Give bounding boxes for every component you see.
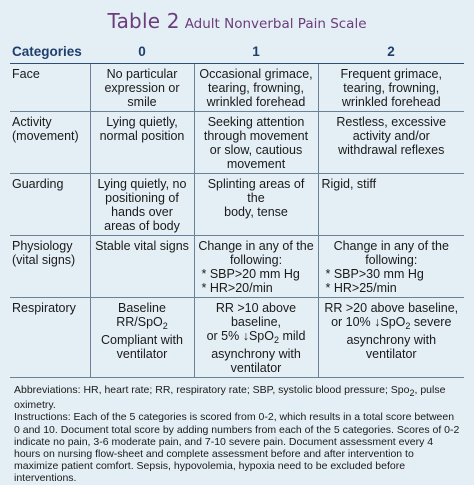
- row-physiology: [10, 236, 464, 298]
- note-text: Abbreviations: HR, heart rate; RR, respiratory rate; SBP, systolic blood pressure; Spo: [14, 384, 410, 396]
- cell-line: following:: [229, 253, 283, 267]
- cell-line: Lying quietly, no: [97, 177, 187, 191]
- cell-line: asynchrony with: [211, 347, 301, 361]
- cell-line: Rigid, stiff: [321, 177, 377, 191]
- cell-line: No particular: [106, 67, 178, 81]
- cell-line: or slow, cautious: [209, 143, 303, 157]
- category-label: Face: [12, 67, 40, 81]
- cell-text: severe: [410, 315, 452, 329]
- cell-line: Stable vital signs: [95, 239, 189, 253]
- cell-line: Frequent grimace,: [340, 67, 442, 81]
- cell-line: RR >10 above baseline,: [215, 301, 297, 329]
- cell-line: RR >20 above baseline,: [324, 301, 459, 315]
- cell-line: Change in any of the: [198, 239, 314, 253]
- pain-scale-table: [10, 40, 464, 378]
- criteria-list: [322, 267, 462, 295]
- abbreviations-note: [14, 384, 460, 411]
- cell-line: movement: [226, 157, 286, 171]
- table-footnotes: [10, 384, 464, 485]
- score-0-cell: [90, 112, 194, 174]
- cell-line: ventilator: [365, 347, 417, 361]
- header-score-1: 1: [194, 40, 318, 64]
- row-face: [10, 64, 464, 112]
- cell-line: [94, 301, 191, 333]
- cell-line: positioning of: [105, 191, 179, 205]
- score-2-cell: [318, 174, 464, 236]
- header-row: [10, 40, 464, 64]
- score-2-cell: [318, 64, 464, 112]
- category-cell: [10, 112, 90, 174]
- list-item: * HR>20/min: [201, 281, 273, 295]
- cell-line: Seeking attention: [207, 115, 305, 129]
- score-1-cell: [194, 174, 318, 236]
- cell-line: body, tense: [224, 205, 288, 219]
- cell-text: Baseline RR/SpO: [116, 301, 166, 329]
- category-label: Guarding: [12, 177, 64, 191]
- cell-line: areas of body: [104, 219, 180, 233]
- cell-line: ventilator: [230, 361, 282, 375]
- score-0-cell: [90, 298, 194, 378]
- cell-line: Splinting areas of the: [207, 177, 305, 205]
- row-activity: [10, 112, 464, 174]
- score-2-cell: [318, 298, 464, 378]
- cell-line: tearing, frowning,: [343, 81, 440, 95]
- cell-text: or 10% ↓SpO: [331, 315, 406, 329]
- cell-line: hands over: [111, 205, 173, 219]
- cell-line: expression or: [104, 81, 180, 95]
- score-1-cell: [194, 64, 318, 112]
- row-respiratory: [10, 298, 464, 378]
- cell-line: tearing, frowning,: [208, 81, 304, 95]
- list-item: * SBP>20 mm Hg: [201, 267, 300, 281]
- cell-line: withdrawal reflexes: [338, 143, 445, 157]
- cell-line: smile: [127, 95, 157, 109]
- header-score-0: 0: [90, 40, 194, 64]
- table-figure: [10, 7, 464, 485]
- category-label: Respiratory: [12, 301, 76, 315]
- cell-line: following:: [365, 253, 418, 267]
- cell-line: asynchrony with: [346, 333, 437, 347]
- category-cell: [10, 64, 90, 112]
- table-number: Table 2: [107, 9, 180, 33]
- table-title: [10, 7, 464, 37]
- cell-text: mild: [279, 329, 306, 343]
- subscript: 2: [405, 321, 411, 331]
- cell-line: normal position: [99, 129, 185, 143]
- subscript: 2: [409, 388, 415, 398]
- category-sublabel: (vital signs): [12, 253, 76, 267]
- score-1-cell: [194, 298, 318, 378]
- instructions-note: Instructions: Each of the 5 categories is scored from 0-2, which results in a total score between 0 and 10. Document total score by adding numbers from each of the 5 categories. Scores of 0-2 indicate no pain, 3-6 moderate pain, and 7-10 severe pain. Document assessment every 4 hours on nursing flow-sheet and complete assessment before and after intervention to maximize patient comfort. Sepsis, hypovolemia, hypoxia need to be excluded before interventions.: [14, 411, 460, 485]
- note-text: , pulse oximetry.: [14, 384, 446, 412]
- score-0-cell: [90, 236, 194, 298]
- cell-line: wrinkled forehead: [206, 95, 306, 109]
- table-caption: Adult Nonverbal Pain Scale: [184, 16, 367, 32]
- cell-line: [322, 315, 462, 333]
- score-2-cell: [318, 236, 464, 298]
- category-cell: [10, 298, 90, 378]
- category-cell: [10, 236, 90, 298]
- cell-text: or 5% ↓SpO: [206, 329, 274, 343]
- cell-line: ventilator: [116, 347, 168, 361]
- criteria-list: [198, 267, 315, 295]
- score-0-cell: [90, 64, 194, 112]
- subscript: 2: [273, 335, 279, 345]
- score-1-cell: [194, 112, 318, 174]
- score-2-cell: [318, 112, 464, 174]
- cell-line: Change in any of the: [333, 239, 449, 253]
- list-item: * SBP>30 mm Hg: [325, 267, 424, 281]
- list-item: * HR>25/min: [325, 281, 397, 295]
- category-label: Activity: [12, 115, 52, 129]
- cell-line: through movement: [203, 129, 309, 143]
- cell-line: Restless, excessive: [336, 115, 447, 129]
- score-0-cell: [90, 174, 194, 236]
- category-cell: [10, 174, 90, 236]
- cell-line: Lying quietly,: [106, 115, 178, 129]
- cell-line: [198, 329, 315, 347]
- score-1-cell: [194, 236, 318, 298]
- cell-line: Compliant with: [101, 333, 183, 347]
- cell-line: wrinkled forehead: [341, 95, 441, 109]
- subscript: 2: [162, 321, 168, 331]
- row-guarding: [10, 174, 464, 236]
- header-score-2: 2: [318, 40, 464, 64]
- cell-line: Occasional grimace,: [199, 67, 313, 81]
- category-label: Physiology: [12, 239, 73, 253]
- header-categories: Categories: [10, 40, 90, 64]
- cell-line: activity and/or: [352, 129, 430, 143]
- category-sublabel: (movement): [12, 129, 79, 143]
